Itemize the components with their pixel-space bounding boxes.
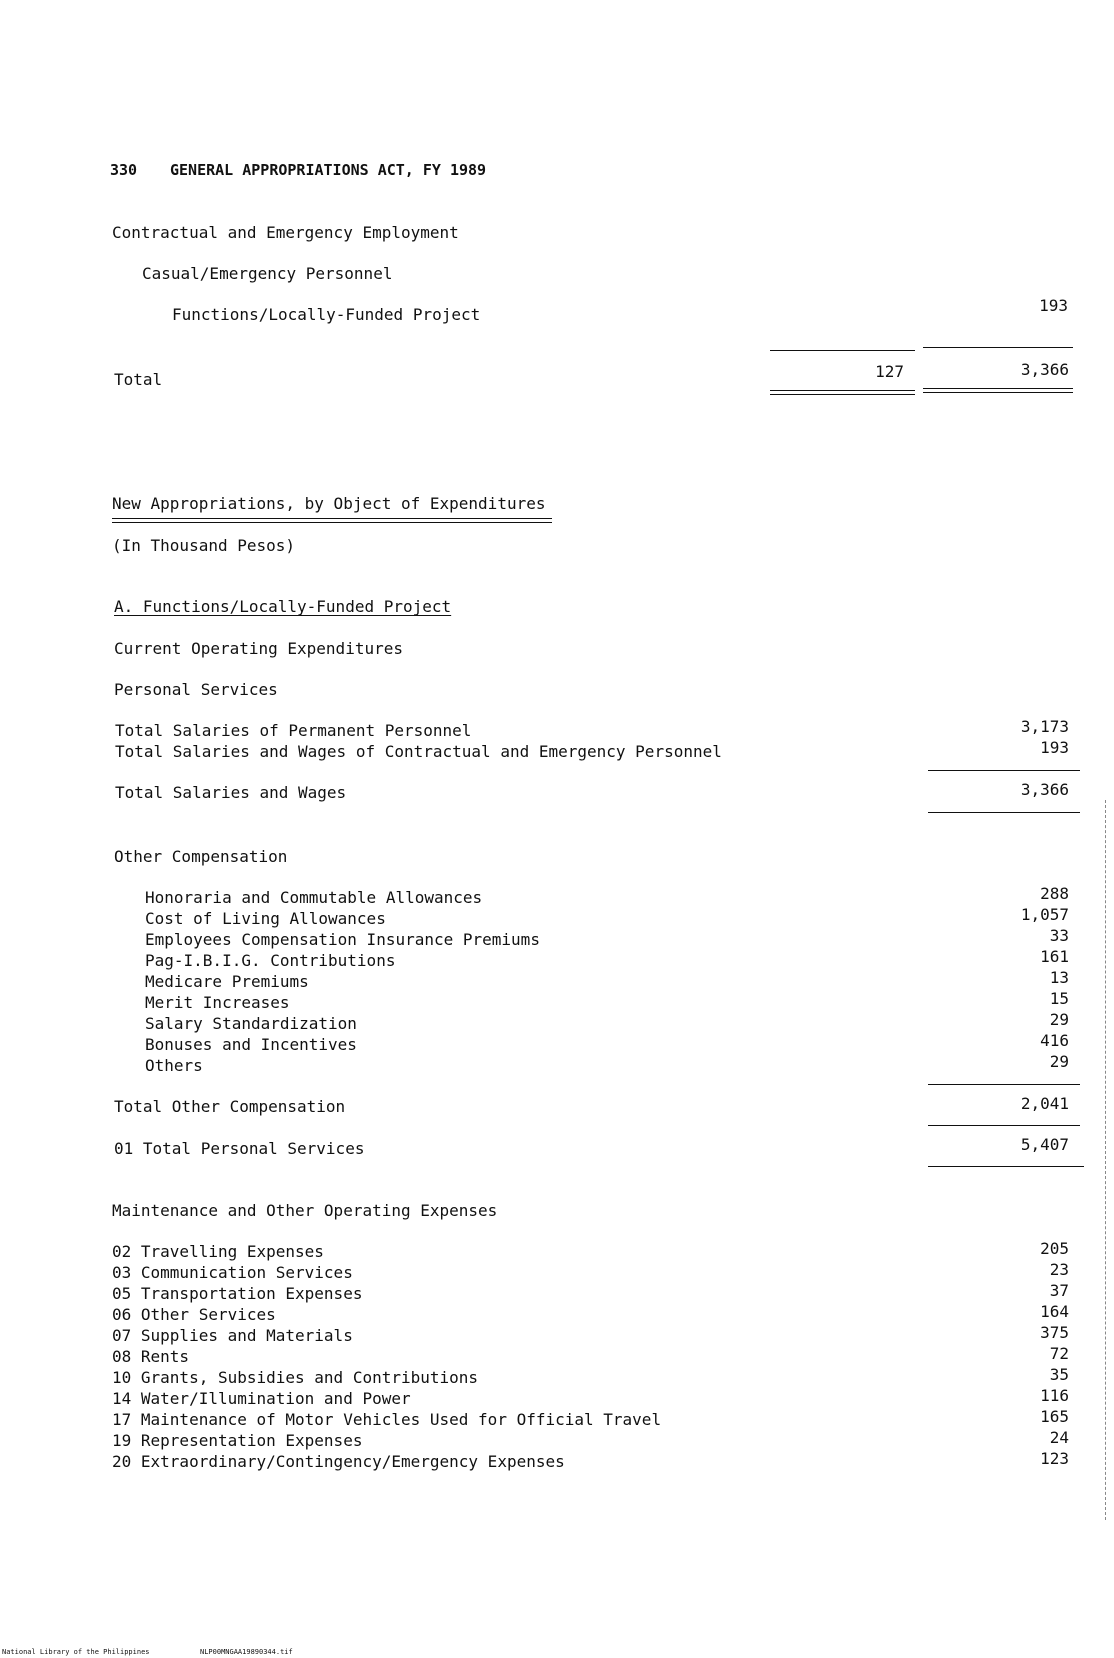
- appropriations-heading: New Appropriations, by Object of Expenditures: [112, 494, 546, 513]
- total-personal-services-label: 01 Total Personal Services: [114, 1139, 365, 1158]
- total-double-rule-col1: [770, 390, 915, 395]
- compensation-row-label: Merit Increases: [145, 993, 290, 1012]
- mooe-row-value: 205: [1040, 1239, 1069, 1258]
- appropriations-heading-rule: [112, 518, 552, 523]
- other-compensation-heading: Other Compensation: [114, 847, 288, 866]
- compensation-row-label: Cost of Living Allowances: [145, 909, 386, 928]
- mooe-row-value: 72: [1049, 1344, 1069, 1363]
- mooe-row-label: 14 Water/Illumination and Power: [112, 1389, 411, 1408]
- mooe-row-value: 116: [1040, 1386, 1069, 1405]
- compensation-row-value: 1,057: [1020, 905, 1069, 924]
- salaries-row-label: Total Salaries of Permanent Personnel: [115, 721, 472, 740]
- salaries-row-value: 193: [1040, 738, 1069, 757]
- mooe-row-value: 35: [1049, 1365, 1069, 1384]
- scan-edge-mark: [1105, 800, 1106, 1520]
- total-salaries-label: Total Salaries and Wages: [115, 783, 347, 802]
- footer-library: National Library of the Philippines: [2, 1648, 150, 1656]
- total-double-rule-col2: [923, 388, 1073, 393]
- mooe-row-value: 24: [1049, 1428, 1069, 1447]
- compensation-row-value: 13: [1049, 968, 1069, 987]
- mooe-row-label: 17 Maintenance of Motor Vehicles Used for Official Travel: [112, 1410, 662, 1429]
- compensation-row-label: Pag-I.B.I.G. Contributions: [145, 951, 396, 970]
- compensation-row-label: Medicare Premiums: [145, 972, 309, 991]
- mooe-row-label: 06 Other Services: [112, 1305, 276, 1324]
- mooe-row-value: 37: [1049, 1281, 1069, 1300]
- mooe-row-label: 19 Representation Expenses: [112, 1431, 363, 1450]
- compensation-row-value: 288: [1040, 884, 1069, 903]
- casual-subheading: Casual/Emergency Personnel: [142, 264, 393, 283]
- compensation-row-label: Salary Standardization: [145, 1014, 357, 1033]
- mooe-row-value: 23: [1049, 1260, 1069, 1279]
- current-operating-heading: Current Operating Expenditures: [114, 639, 403, 658]
- subtotal-rule-col1: [770, 350, 915, 351]
- page-title: GENERAL APPROPRIATIONS ACT, FY 1989: [170, 161, 487, 179]
- total-other-compensation-value: 2,041: [1020, 1094, 1069, 1113]
- total-col1-value: 127: [875, 362, 904, 381]
- compensation-row-label: Employees Compensation Insurance Premiums: [145, 930, 540, 949]
- total-other-compensation-rule: [928, 1125, 1080, 1126]
- mooe-row-value: 164: [1040, 1302, 1069, 1321]
- salaries-row-value: 3,173: [1020, 717, 1069, 736]
- contractual-heading: Contractual and Emergency Employment: [112, 223, 459, 242]
- subtotal-rule-col2: [923, 347, 1073, 348]
- mooe-row-value: 165: [1040, 1407, 1069, 1426]
- compensation-row-label: Others: [145, 1056, 203, 1075]
- page-number: 330: [110, 161, 138, 179]
- compensation-subtotal-rule: [928, 1084, 1080, 1085]
- mooe-row-label: 08 Rents: [112, 1347, 190, 1366]
- mooe-heading: Maintenance and Other Operating Expenses: [112, 1201, 498, 1220]
- mooe-row-value: 123: [1040, 1449, 1069, 1468]
- personal-services-heading: Personal Services: [114, 680, 278, 699]
- compensation-row-value: 416: [1040, 1031, 1069, 1050]
- functions-line-value: 193: [1039, 296, 1068, 315]
- total-label: Total: [114, 370, 163, 389]
- compensation-row-value: 29: [1049, 1010, 1069, 1029]
- total-salaries-value: 3,366: [1020, 780, 1069, 799]
- mooe-row-label: 10 Grants, Subsidies and Contributions: [112, 1368, 479, 1387]
- functions-line-label: Functions/Locally-Funded Project: [172, 305, 481, 324]
- compensation-row-value: 161: [1040, 947, 1069, 966]
- mooe-row-label: 02 Travelling Expenses: [112, 1242, 324, 1261]
- total-personal-services-value: 5,407: [1020, 1135, 1069, 1154]
- total-personal-services-rule: [928, 1166, 1084, 1167]
- total-other-compensation-label: Total Other Compensation: [114, 1097, 346, 1116]
- mooe-row-label: 07 Supplies and Materials: [112, 1326, 353, 1345]
- section-a-heading: A. Functions/Locally-Funded Project: [114, 597, 452, 616]
- compensation-row-label: Honoraria and Commutable Allowances: [145, 888, 483, 907]
- mooe-row-label: 03 Communication Services: [112, 1263, 353, 1282]
- mooe-row-value: 375: [1040, 1323, 1069, 1342]
- mooe-row-label: 05 Transportation Expenses: [112, 1284, 363, 1303]
- compensation-row-value: 29: [1049, 1052, 1069, 1071]
- compensation-row-value: 15: [1049, 989, 1069, 1008]
- salaries-subtotal-rule: [928, 770, 1080, 771]
- unit-note: (In Thousand Pesos): [112, 536, 296, 555]
- compensation-row-label: Bonuses and Incentives: [145, 1035, 357, 1054]
- salaries-row-label: Total Salaries and Wages of Contractual and Emergency Personnel: [115, 742, 722, 761]
- total-col2-value: 3,366: [1020, 360, 1069, 379]
- total-salaries-rule: [928, 812, 1080, 813]
- mooe-row-label: 20 Extraordinary/Contingency/Emergency Expenses: [112, 1452, 565, 1471]
- compensation-row-value: 33: [1049, 926, 1069, 945]
- footer-filename: NLP00MNGAA19890344.tif: [200, 1648, 293, 1656]
